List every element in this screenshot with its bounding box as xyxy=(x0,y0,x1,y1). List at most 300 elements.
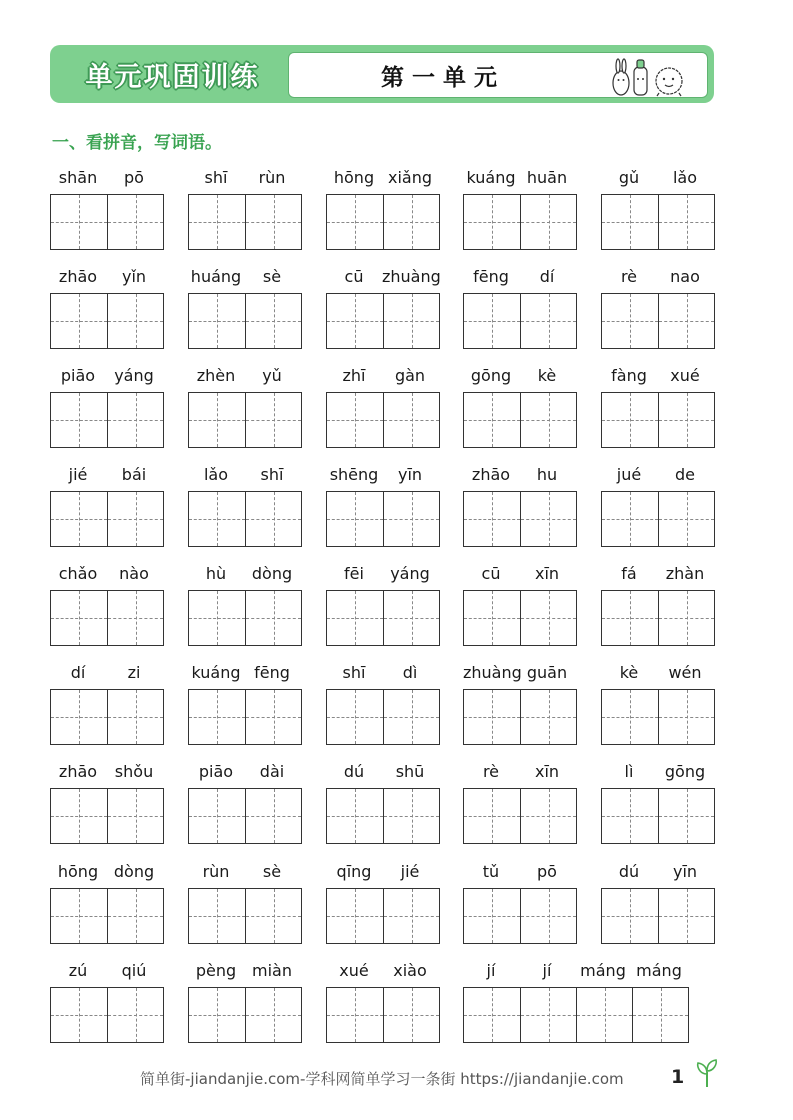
pinyin-syllable: fàng xyxy=(611,366,647,385)
pinyin-syllable: máng xyxy=(636,961,682,980)
pinyin-syllable: dài xyxy=(259,762,285,781)
pinyin-syllable: jí xyxy=(486,961,496,980)
pinyin-syllable: shū xyxy=(395,762,425,781)
pinyin-syllable: kè xyxy=(619,663,639,682)
word-item xyxy=(188,366,300,450)
tian-zi-ge-cell[interactable] xyxy=(189,294,245,348)
tian-zi-ge-cell[interactable] xyxy=(464,690,520,744)
tian-zi-ge-cell[interactable] xyxy=(520,195,576,249)
pinyin-syllable: jié xyxy=(400,862,420,881)
pinyin-syllable: gǔ xyxy=(618,168,640,187)
tian-zi-ge-cell[interactable] xyxy=(51,789,107,843)
pinyin-row xyxy=(601,663,713,687)
footer-watermark: 简单街-jiandanjie.com-学科网简单学习一条街 https://jiandanjie.com xyxy=(140,1070,624,1088)
writing-boxes xyxy=(601,689,715,745)
tian-zi-ge-cell[interactable] xyxy=(383,195,439,249)
pinyin-syllable: miàn xyxy=(252,961,292,980)
pinyin-row xyxy=(188,267,300,291)
pinyin-syllable: zhèn xyxy=(196,366,236,385)
word-item xyxy=(188,168,300,252)
writing-boxes xyxy=(50,293,164,349)
pinyin-row xyxy=(601,564,713,588)
pinyin-row xyxy=(326,564,438,588)
tian-zi-ge-cell[interactable] xyxy=(632,988,688,1042)
tian-zi-ge-cell[interactable] xyxy=(245,195,301,249)
writing-boxes xyxy=(50,194,164,250)
tian-zi-ge-cell[interactable] xyxy=(383,690,439,744)
tian-zi-ge-cell[interactable] xyxy=(602,889,658,943)
pinyin-row xyxy=(463,862,575,886)
pinyin-row xyxy=(50,564,162,588)
tian-zi-ge-cell[interactable] xyxy=(189,690,245,744)
tian-zi-ge-cell[interactable] xyxy=(189,393,245,447)
pinyin-syllable: zhāo xyxy=(58,267,98,286)
mascot-illustration-icon xyxy=(607,55,697,97)
pinyin-syllable: shǒu xyxy=(114,762,154,781)
pinyin-syllable: qīng xyxy=(336,862,372,881)
pinyin-syllable: xiǎng xyxy=(387,168,432,187)
tian-zi-ge-cell[interactable] xyxy=(520,889,576,943)
pinyin-syllable: pō xyxy=(124,168,144,187)
tian-zi-ge-cell[interactable] xyxy=(327,294,383,348)
pinyin-syllable: chǎo xyxy=(58,564,98,583)
tian-zi-ge-cell[interactable] xyxy=(107,690,163,744)
tian-zi-ge-cell[interactable] xyxy=(189,195,245,249)
tian-zi-ge-cell[interactable] xyxy=(51,889,107,943)
pinyin-syllable: dì xyxy=(402,663,418,682)
word-item xyxy=(463,465,575,549)
writing-boxes xyxy=(50,788,164,844)
pinyin-syllable: guān xyxy=(526,663,568,682)
tian-zi-ge-cell[interactable] xyxy=(602,690,658,744)
pinyin-row xyxy=(463,267,575,291)
tian-zi-ge-cell[interactable] xyxy=(464,591,520,645)
tian-zi-ge-cell[interactable] xyxy=(107,889,163,943)
tian-zi-ge-cell[interactable] xyxy=(464,492,520,546)
tian-zi-ge-cell[interactable] xyxy=(327,789,383,843)
tian-zi-ge-cell[interactable] xyxy=(107,789,163,843)
pinyin-syllable: dòng xyxy=(113,862,155,881)
pinyin-syllable: fá xyxy=(621,564,637,583)
writing-boxes xyxy=(326,788,440,844)
pinyin-syllable: rè xyxy=(482,762,500,781)
tian-zi-ge-cell[interactable] xyxy=(658,789,714,843)
tian-zi-ge-cell[interactable] xyxy=(464,789,520,843)
tian-zi-ge-cell[interactable] xyxy=(107,294,163,348)
pinyin-syllable: sè xyxy=(262,267,282,286)
pinyin-syllable: zú xyxy=(68,961,88,980)
writing-boxes xyxy=(326,194,440,250)
writing-boxes xyxy=(463,987,689,1043)
tian-zi-ge-cell[interactable] xyxy=(658,492,714,546)
word-item xyxy=(463,168,575,252)
word-item xyxy=(326,663,438,747)
tian-zi-ge-cell[interactable] xyxy=(107,591,163,645)
writing-boxes xyxy=(326,888,440,944)
tian-zi-ge-cell[interactable] xyxy=(520,591,576,645)
pinyin-syllable: zi xyxy=(127,663,141,682)
pinyin-syllable: cū xyxy=(344,267,364,286)
pinyin-row xyxy=(326,961,438,985)
word-item xyxy=(601,465,713,549)
pinyin-syllable: shēng xyxy=(329,465,379,484)
pinyin-syllable: yīn xyxy=(397,465,423,484)
writing-boxes xyxy=(463,689,577,745)
pinyin-syllable: zhī xyxy=(342,366,366,385)
writing-boxes xyxy=(463,194,577,250)
writing-boxes xyxy=(326,491,440,547)
pinyin-syllable: zhàn xyxy=(665,564,705,583)
pinyin-syllable: dòng xyxy=(251,564,293,583)
tian-zi-ge-cell[interactable] xyxy=(602,195,658,249)
pinyin-syllable: qiú xyxy=(121,961,147,980)
word-item xyxy=(50,762,162,846)
writing-boxes xyxy=(188,194,302,250)
pinyin-syllable: hōng xyxy=(333,168,375,187)
writing-boxes xyxy=(601,293,715,349)
writing-boxes xyxy=(188,392,302,448)
pinyin-syllable: xīn xyxy=(534,564,560,583)
pinyin-syllable: xiào xyxy=(393,961,427,980)
writing-boxes xyxy=(601,590,715,646)
word-item xyxy=(326,564,438,648)
tian-zi-ge-cell[interactable] xyxy=(107,195,163,249)
pinyin-syllable: kuáng xyxy=(466,168,516,187)
tian-zi-ge-cell[interactable] xyxy=(327,889,383,943)
pinyin-syllable: xué xyxy=(339,961,369,980)
pinyin-syllable: lǎo xyxy=(203,465,229,484)
tian-zi-ge-cell[interactable] xyxy=(327,492,383,546)
tian-zi-ge-cell[interactable] xyxy=(245,591,301,645)
pinyin-syllable: wén xyxy=(668,663,702,682)
tian-zi-ge-cell[interactable] xyxy=(245,690,301,744)
tian-zi-ge-cell[interactable] xyxy=(51,294,107,348)
word-item xyxy=(326,168,438,252)
tian-zi-ge-cell[interactable] xyxy=(245,789,301,843)
tian-zi-ge-cell[interactable] xyxy=(51,393,107,447)
pinyin-row xyxy=(601,267,713,291)
pinyin-row xyxy=(188,961,300,985)
pinyin-row xyxy=(188,564,300,588)
word-item xyxy=(601,862,713,946)
word-item xyxy=(188,267,300,351)
word-item xyxy=(50,465,162,549)
word-item xyxy=(50,168,162,252)
tian-zi-ge-cell[interactable] xyxy=(51,690,107,744)
pinyin-row xyxy=(50,762,162,786)
writing-boxes xyxy=(601,392,715,448)
word-item xyxy=(463,961,687,1045)
pinyin-syllable: rùn xyxy=(202,862,230,881)
tian-zi-ge-cell[interactable] xyxy=(658,294,714,348)
pinyin-syllable: jí xyxy=(542,961,552,980)
word-item xyxy=(50,366,162,450)
writing-boxes xyxy=(601,194,715,250)
tian-zi-ge-cell[interactable] xyxy=(245,393,301,447)
tian-zi-ge-cell[interactable] xyxy=(602,294,658,348)
word-item xyxy=(463,663,575,747)
tian-zi-ge-cell[interactable] xyxy=(51,492,107,546)
pinyin-syllable: yīn xyxy=(672,862,698,881)
writing-boxes xyxy=(188,987,302,1043)
word-item xyxy=(326,465,438,549)
pinyin-syllable: lì xyxy=(624,762,634,781)
pinyin-row xyxy=(188,862,300,886)
pinyin-row xyxy=(601,366,713,390)
word-item xyxy=(601,366,713,450)
writing-boxes xyxy=(326,293,440,349)
tian-zi-ge-cell[interactable] xyxy=(576,988,632,1042)
tian-zi-ge-cell[interactable] xyxy=(602,393,658,447)
word-item xyxy=(50,862,162,946)
word-item xyxy=(601,267,713,351)
pinyin-syllable: yáng xyxy=(390,564,430,583)
header-banner xyxy=(50,45,714,103)
pinyin-syllable: lǎo xyxy=(672,168,698,187)
word-item xyxy=(188,564,300,648)
word-item xyxy=(463,267,575,351)
tian-zi-ge-cell[interactable] xyxy=(658,889,714,943)
pinyin-syllable: sè xyxy=(262,862,282,881)
pinyin-syllable: dú xyxy=(618,862,640,881)
pinyin-syllable: hù xyxy=(205,564,227,583)
pinyin-syllable: shān xyxy=(58,168,98,187)
pinyin-syllable: hu xyxy=(536,465,558,484)
pinyin-syllable: yǔ xyxy=(262,366,282,385)
pinyin-row xyxy=(50,862,162,886)
pinyin-row xyxy=(463,168,575,192)
pinyin-syllable: nao xyxy=(670,267,700,286)
pinyin-syllable: kuáng xyxy=(191,663,241,682)
tian-zi-ge-cell[interactable] xyxy=(327,591,383,645)
writing-boxes xyxy=(463,788,577,844)
pinyin-row xyxy=(601,762,713,786)
tian-zi-ge-cell[interactable] xyxy=(327,690,383,744)
pinyin-row xyxy=(463,961,687,985)
tian-zi-ge-cell[interactable] xyxy=(51,591,107,645)
pinyin-syllable: shī xyxy=(204,168,228,187)
pinyin-syllable: zhuàng xyxy=(382,267,441,286)
pinyin-row xyxy=(463,762,575,786)
word-item xyxy=(188,663,300,747)
word-item xyxy=(601,168,713,252)
tian-zi-ge-cell[interactable] xyxy=(245,492,301,546)
word-item xyxy=(463,862,575,946)
pinyin-syllable: rè xyxy=(620,267,638,286)
tian-zi-ge-cell[interactable] xyxy=(189,988,245,1042)
tian-zi-ge-cell[interactable] xyxy=(51,988,107,1042)
pinyin-syllable: pō xyxy=(537,862,557,881)
pinyin-syllable: gōng xyxy=(664,762,706,781)
tian-zi-ge-cell[interactable] xyxy=(327,988,383,1042)
word-item xyxy=(601,762,713,846)
tian-zi-ge-cell[interactable] xyxy=(520,294,576,348)
tian-zi-ge-cell[interactable] xyxy=(464,393,520,447)
writing-boxes xyxy=(188,689,302,745)
writing-boxes xyxy=(188,491,302,547)
pinyin-row xyxy=(326,267,441,291)
pinyin-syllable: rùn xyxy=(258,168,286,187)
pinyin-syllable: gōng xyxy=(470,366,512,385)
writing-boxes xyxy=(326,590,440,646)
tian-zi-ge-cell[interactable] xyxy=(602,591,658,645)
tian-zi-ge-cell[interactable] xyxy=(464,988,520,1042)
unit-title-box xyxy=(288,52,708,98)
pinyin-syllable: piāo xyxy=(60,366,96,385)
tian-zi-ge-cell[interactable] xyxy=(189,591,245,645)
word-item xyxy=(463,366,575,450)
writing-boxes xyxy=(50,689,164,745)
pinyin-syllable: nào xyxy=(119,564,149,583)
unit-title: 第一单元 xyxy=(381,64,505,91)
pinyin-syllable: dí xyxy=(70,663,86,682)
pinyin-syllable: jué xyxy=(616,465,642,484)
pinyin-syllable: zhāo xyxy=(58,762,98,781)
pinyin-row xyxy=(188,663,300,687)
tian-zi-ge-cell[interactable] xyxy=(383,988,439,1042)
pinyin-row xyxy=(50,465,162,489)
word-item xyxy=(188,762,300,846)
word-item xyxy=(601,663,713,747)
tian-zi-ge-cell[interactable] xyxy=(520,789,576,843)
pinyin-syllable: fēng xyxy=(473,267,509,286)
tian-zi-ge-cell[interactable] xyxy=(520,988,576,1042)
tian-zi-ge-cell[interactable] xyxy=(189,492,245,546)
writing-boxes xyxy=(463,392,577,448)
pinyin-syllable: xué xyxy=(670,366,700,385)
writing-boxes xyxy=(50,987,164,1043)
tian-zi-ge-cell[interactable] xyxy=(245,294,301,348)
pinyin-syllable: piāo xyxy=(198,762,234,781)
writing-boxes xyxy=(463,293,577,349)
pinyin-row xyxy=(601,465,713,489)
word-item xyxy=(188,465,300,549)
pinyin-syllable: dú xyxy=(343,762,365,781)
word-item xyxy=(50,267,162,351)
series-title: 单元巩固训练 xyxy=(85,61,260,93)
writing-boxes xyxy=(50,491,164,547)
word-item xyxy=(326,366,438,450)
tian-zi-ge-cell[interactable] xyxy=(464,889,520,943)
pinyin-row xyxy=(188,168,300,192)
pinyin-row xyxy=(326,366,438,390)
tian-zi-ge-cell[interactable] xyxy=(383,492,439,546)
tian-zi-ge-cell[interactable] xyxy=(520,690,576,744)
writing-boxes xyxy=(326,689,440,745)
pinyin-row xyxy=(326,465,438,489)
tian-zi-ge-cell[interactable] xyxy=(245,889,301,943)
tian-zi-ge-cell[interactable] xyxy=(383,789,439,843)
tian-zi-ge-cell[interactable] xyxy=(602,789,658,843)
pinyin-syllable: bái xyxy=(121,465,147,484)
pinyin-row xyxy=(50,168,162,192)
tian-zi-ge-cell[interactable] xyxy=(464,195,520,249)
tian-zi-ge-cell[interactable] xyxy=(107,988,163,1042)
pinyin-syllable: pèng xyxy=(195,961,237,980)
word-item xyxy=(463,762,575,846)
tian-zi-ge-cell[interactable] xyxy=(658,393,714,447)
writing-boxes xyxy=(50,888,164,944)
word-item xyxy=(326,961,438,1045)
tian-zi-ge-cell[interactable] xyxy=(327,195,383,249)
writing-boxes xyxy=(188,293,302,349)
tian-zi-ge-cell[interactable] xyxy=(189,789,245,843)
tian-zi-ge-cell[interactable] xyxy=(658,591,714,645)
tian-zi-ge-cell[interactable] xyxy=(107,393,163,447)
writing-boxes xyxy=(50,590,164,646)
word-item xyxy=(326,762,438,846)
pinyin-syllable: fēi xyxy=(344,564,364,583)
pinyin-row xyxy=(50,366,162,390)
pinyin-row xyxy=(463,564,575,588)
word-item xyxy=(326,862,438,946)
pinyin-row xyxy=(463,366,575,390)
writing-boxes xyxy=(50,392,164,448)
pinyin-row xyxy=(326,663,438,687)
tian-zi-ge-cell[interactable] xyxy=(520,393,576,447)
writing-boxes xyxy=(601,491,715,547)
pinyin-row xyxy=(326,762,438,786)
tian-zi-ge-cell[interactable] xyxy=(520,492,576,546)
pinyin-syllable: dí xyxy=(539,267,555,286)
word-item xyxy=(463,564,575,648)
pinyin-row xyxy=(463,663,575,687)
word-item xyxy=(50,564,162,648)
pinyin-syllable: tǔ xyxy=(482,862,500,881)
tian-zi-ge-cell[interactable] xyxy=(51,195,107,249)
word-item xyxy=(326,267,441,351)
writing-boxes xyxy=(326,987,440,1043)
pinyin-row xyxy=(601,168,713,192)
word-item xyxy=(188,862,300,946)
pinyin-syllable: de xyxy=(675,465,695,484)
tian-zi-ge-cell[interactable] xyxy=(383,294,439,348)
tian-zi-ge-cell[interactable] xyxy=(245,988,301,1042)
pinyin-syllable: kè xyxy=(537,366,557,385)
series-title-box xyxy=(60,51,285,97)
tian-zi-ge-cell[interactable] xyxy=(602,492,658,546)
pinyin-syllable: yǐn xyxy=(121,267,147,286)
section-title: 一、看拼音，写词语。 xyxy=(52,133,222,153)
writing-boxes xyxy=(601,888,715,944)
writing-boxes xyxy=(188,888,302,944)
tian-zi-ge-cell[interactable] xyxy=(327,393,383,447)
pinyin-syllable: gàn xyxy=(394,366,426,385)
pinyin-syllable: hōng xyxy=(57,862,99,881)
tian-zi-ge-cell[interactable] xyxy=(383,889,439,943)
pinyin-syllable: zhāo xyxy=(471,465,511,484)
pinyin-row xyxy=(188,366,300,390)
tian-zi-ge-cell[interactable] xyxy=(107,492,163,546)
word-item xyxy=(601,564,713,648)
tian-zi-ge-cell[interactable] xyxy=(658,195,714,249)
writing-boxes xyxy=(188,788,302,844)
word-item xyxy=(188,961,300,1045)
tian-zi-ge-cell[interactable] xyxy=(658,690,714,744)
pinyin-row xyxy=(188,762,300,786)
pinyin-row xyxy=(326,168,438,192)
pinyin-syllable: fēng xyxy=(254,663,290,682)
word-item xyxy=(50,961,162,1045)
writing-boxes xyxy=(463,590,577,646)
writing-boxes xyxy=(188,590,302,646)
tian-zi-ge-cell[interactable] xyxy=(464,294,520,348)
tian-zi-ge-cell[interactable] xyxy=(383,393,439,447)
pinyin-syllable: shī xyxy=(260,465,284,484)
tian-zi-ge-cell[interactable] xyxy=(189,889,245,943)
tian-zi-ge-cell[interactable] xyxy=(383,591,439,645)
pinyin-syllable: zhuàng xyxy=(463,663,522,682)
